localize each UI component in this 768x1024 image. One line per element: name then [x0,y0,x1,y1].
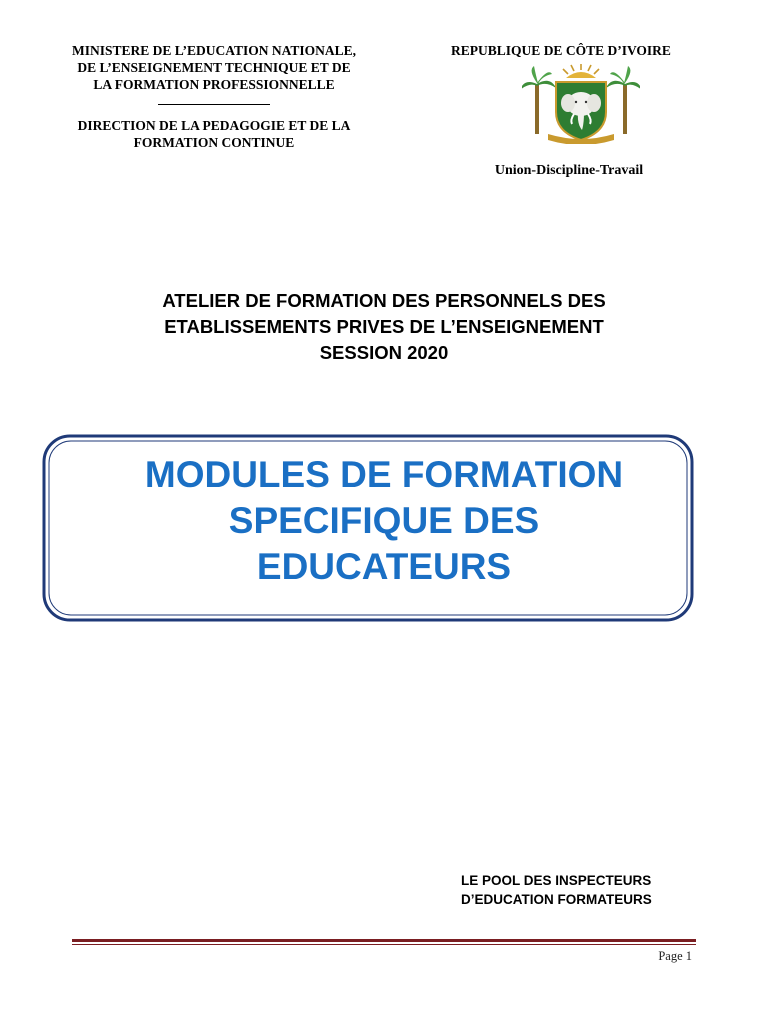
ministry-line: DE L’ENSEIGNEMENT TECHNIQUE ET DE [77,60,351,75]
event-title-line: ATELIER DE FORMATION DES PERSONNELS DES [162,290,606,311]
footer-rule-thin [72,944,696,945]
ministry-header [40,42,388,151]
direction-line: FORMATION CONTINUE [133,135,295,150]
author-block [461,871,721,909]
main-title-line: MODULES DE FORMATION [144,454,624,495]
footer-rule [72,939,696,942]
national-motto: Union-Discipline-Travail [494,163,644,178]
event-title-line: SESSION 2020 [319,342,449,363]
header-divider [158,104,270,105]
republic-name: REPUBLIQUE DE CÔTE D’IVOIRE [451,43,671,58]
main-title [50,452,718,590]
main-title-line: SPECIFIQUE DES [228,500,540,541]
page-number: Page 1 [658,949,692,963]
event-title-line: ETABLISSEMENTS PRIVES DE L’ENSEIGNEMENT [164,316,604,337]
author-line: D’EDUCATION FORMATEURS [461,892,652,907]
author-line: LE POOL DES INSPECTEURS [461,873,652,888]
direction-line: DIRECTION DE LA PEDAGOGIE ET DE LA [77,118,351,133]
ministry-line: LA FORMATION PROFESSIONNELLE [93,77,335,92]
ministry-line: MINISTERE DE L’EDUCATION NATIONALE, [71,43,357,58]
coat-of-arms-icon [522,64,640,144]
event-title [60,288,708,366]
main-title-line: EDUCATEURS [256,546,512,587]
